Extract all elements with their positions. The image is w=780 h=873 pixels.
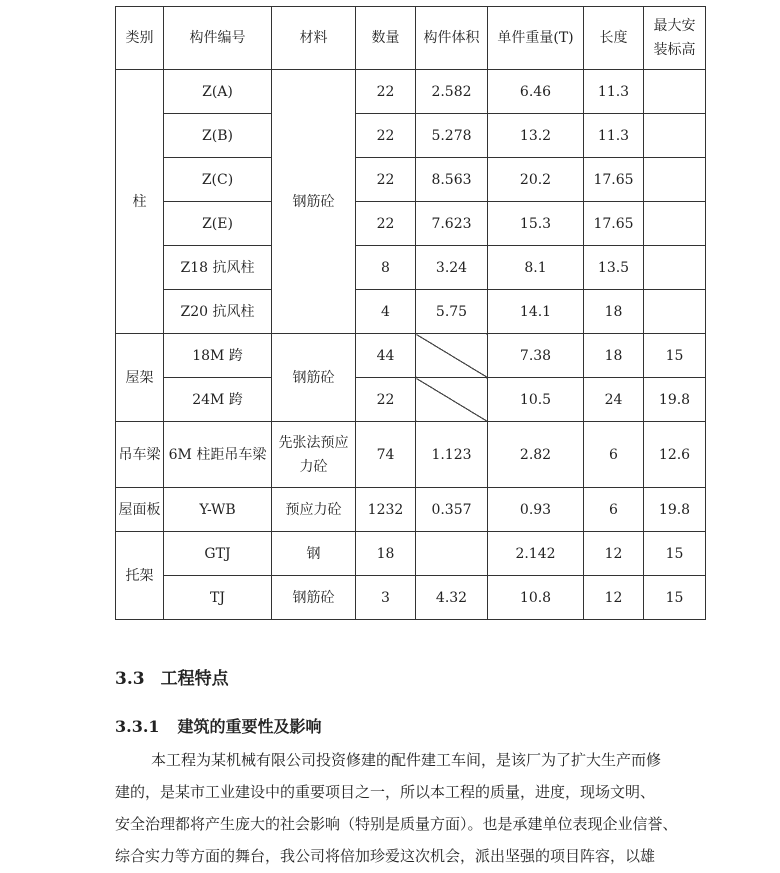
length-cell: 6 [584,488,644,532]
header-quantity: 数量 [356,7,416,70]
volume-cell: 7.623 [416,202,488,246]
code-cell: Z20 抗风柱 [164,290,272,334]
weight-cell: 6.46 [488,70,584,114]
code-cell: Z(C) [164,158,272,202]
header-weight: 单件重量(T) [488,7,584,70]
table-row [116,246,706,290]
qty-cell: 22 [356,158,416,202]
volume-cell: 4.32 [416,576,488,620]
category-cell: 柱 [116,70,164,334]
length-cell: 11.3 [584,114,644,158]
length-cell: 17.65 [584,202,644,246]
qty-cell: 4 [356,290,416,334]
table-row [116,114,706,158]
volume-cell-empty-diagonal [416,378,488,422]
code-cell: GTJ [164,532,272,576]
category-cell: 屋架 [116,334,164,422]
table-row [116,290,706,334]
material-cell: 先张法预应 力砼 [272,422,356,488]
weight-cell: 7.38 [488,334,584,378]
subsection-heading [115,714,322,737]
material-cell: 钢筋砼 [272,334,356,422]
table-row [116,488,706,532]
paragraph-line: 本工程为某机械有限公司投资修建的配件建工车间，是该厂为了扩大生产而修 [151,751,662,769]
component-table [115,6,706,620]
material-cell: 钢筋砼 [272,70,356,334]
table-row [116,334,706,378]
qty-cell: 22 [356,70,416,114]
code-cell: Z18 抗风柱 [164,246,272,290]
length-cell: 11.3 [584,70,644,114]
header-volume: 构件体积 [416,7,488,70]
height-cell [644,202,706,246]
length-cell: 12 [584,576,644,620]
table-row [116,378,706,422]
volume-cell: 2.582 [416,70,488,114]
length-cell: 17.65 [584,158,644,202]
qty-cell: 22 [356,378,416,422]
qty-cell: 1232 [356,488,416,532]
category-cell: 屋面板 [116,488,164,532]
volume-cell-empty-diagonal [416,334,488,378]
weight-cell: 2.142 [488,532,584,576]
weight-cell: 10.5 [488,378,584,422]
qty-cell: 18 [356,532,416,576]
volume-cell: 3.24 [416,246,488,290]
code-cell: TJ [164,576,272,620]
material-cell: 预应力砼 [272,488,356,532]
height-cell: 15 [644,532,706,576]
paragraph-line: 建的，是某市工业建设中的重要项目之一，所以本工程的质量，进度，现场文明、 [115,783,656,801]
volume-cell [416,532,488,576]
weight-cell: 15.3 [488,202,584,246]
header-length: 长度 [584,7,644,70]
weight-cell: 13.2 [488,114,584,158]
weight-cell: 10.8 [488,576,584,620]
material-cell: 钢 [272,532,356,576]
body-paragraph [115,744,678,872]
qty-cell: 3 [356,576,416,620]
height-cell: 15 [644,334,706,378]
code-cell: 18M 跨 [164,334,272,378]
volume-cell: 1.123 [416,422,488,488]
header-material: 材料 [272,7,356,70]
table-row [116,422,706,488]
volume-cell: 0.357 [416,488,488,532]
qty-cell: 74 [356,422,416,488]
code-cell: 6M 柱距吊车梁 [164,422,272,488]
height-cell: 19.8 [644,488,706,532]
weight-cell: 0.93 [488,488,584,532]
header-category: 类别 [116,7,164,70]
table-row [116,576,706,620]
paragraph-line: 安全治理都将产生庞大的社会影响（特别是质量方面）。也是承建单位表现企业信誉、 [115,815,678,833]
length-cell: 13.5 [584,246,644,290]
code-cell: Z(B) [164,114,272,158]
qty-cell: 22 [356,202,416,246]
weight-cell: 8.1 [488,246,584,290]
paragraph-line: 综合实力等方面的舞台，我公司将倍加珍爱这次机会，派出坚强的项目阵容，以雄 [115,847,656,865]
category-cell: 吊车梁 [116,422,164,488]
subsection-number: 3.3.1 [115,717,160,736]
material-cell: 钢筋砼 [272,576,356,620]
qty-cell: 22 [356,114,416,158]
height-cell [644,114,706,158]
weight-cell: 2.82 [488,422,584,488]
length-cell: 18 [584,334,644,378]
code-cell: 24M 跨 [164,378,272,422]
header-code: 构件编号 [164,7,272,70]
section-title: 工程特点 [160,669,229,689]
height-cell [644,290,706,334]
section-number: 3.3 [115,669,145,689]
length-cell: 24 [584,378,644,422]
category-cell: 托架 [116,532,164,620]
table-row [116,158,706,202]
height-cell: 12.6 [644,422,706,488]
code-cell: Y-WB [164,488,272,532]
weight-cell: 14.1 [488,290,584,334]
table-row [116,70,706,114]
qty-cell: 44 [356,334,416,378]
table-row [116,532,706,576]
height-cell [644,70,706,114]
length-cell: 12 [584,532,644,576]
length-cell: 6 [584,422,644,488]
height-cell [644,246,706,290]
volume-cell: 5.75 [416,290,488,334]
code-cell: Z(A) [164,70,272,114]
height-cell [644,158,706,202]
section-heading [115,664,229,689]
height-cell: 15 [644,576,706,620]
table-row [116,202,706,246]
length-cell: 18 [584,290,644,334]
subsection-title: 建筑的重要性及影响 [177,717,322,736]
volume-cell: 8.563 [416,158,488,202]
header-max-height: 最大安 装标高 [644,7,706,70]
volume-cell: 5.278 [416,114,488,158]
weight-cell: 20.2 [488,158,584,202]
code-cell: Z(E) [164,202,272,246]
table-header-row [116,7,706,70]
height-cell: 19.8 [644,378,706,422]
qty-cell: 8 [356,246,416,290]
